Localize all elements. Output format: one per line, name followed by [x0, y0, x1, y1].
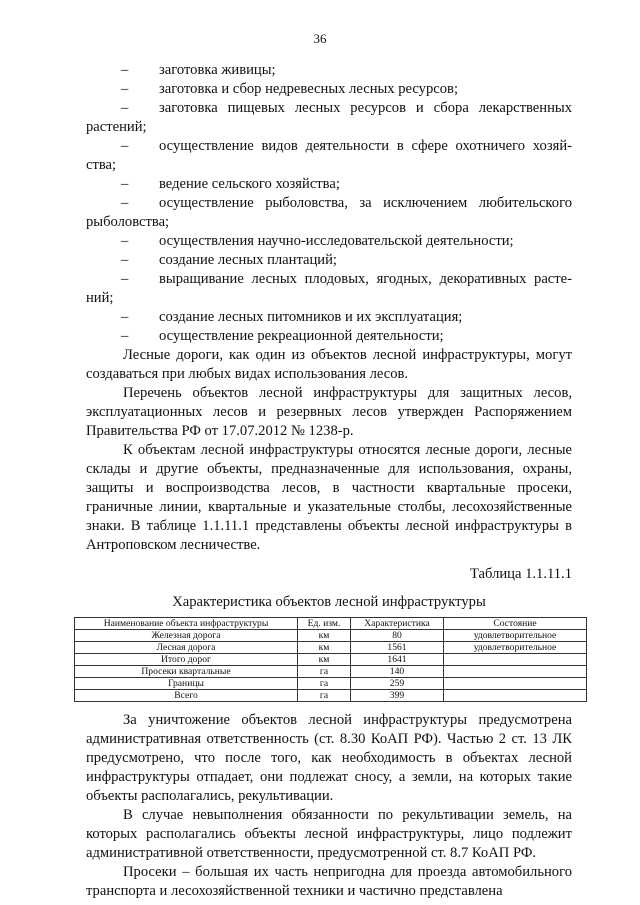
table-cell: Лесная дорога: [75, 642, 298, 654]
table-cell: удовлетворительное: [444, 642, 587, 654]
bullet-text: ведение сельского хозяйства;: [159, 176, 340, 192]
paragraphs-after-table: [86, 711, 572, 901]
paragraph: В случае невыполнения обязанности по рекультивации земель, на которых располагались объекты лесной инфраструктуры, лицо подлежит административной ответственности, предусмотренной ст. 8.7 КоАП РФ.: [86, 807, 572, 861]
bullet-continuation: ства;: [86, 157, 117, 173]
bullet-dash: –: [121, 138, 129, 154]
bullet-item: [86, 80, 572, 99]
table-cell: [444, 666, 587, 678]
table-header-cell: Состояние: [444, 618, 587, 630]
bullet-dash: –: [121, 252, 129, 268]
table-cell: Всего: [75, 690, 298, 702]
table-cell: га: [298, 678, 351, 690]
bullet-dash: –: [121, 62, 129, 78]
bullet-list: [86, 61, 572, 346]
table-header-cell: Наименование объекта инфраструктуры: [75, 618, 298, 630]
bullet-text: заготовка пищевых лесных ресурсов и сбора лекарственных: [159, 100, 572, 116]
bullet-dash: –: [121, 176, 129, 192]
table-row: [75, 642, 587, 654]
table-cell: 399: [351, 690, 444, 702]
table-cell: га: [298, 666, 351, 678]
bullet-item: [86, 251, 572, 270]
bullet-text: заготовка и сбор недревесных лесных ресурсов;: [159, 81, 458, 97]
table-row: [75, 690, 587, 702]
bullet-dash: –: [121, 271, 129, 287]
paragraph: Лесные дороги, как один из объектов лесной инфраструктуры, могут создаваться при любых видах использования лесов.: [86, 347, 572, 382]
page-number: 36: [313, 31, 327, 46]
bullet-text: создание лесных плантаций;: [159, 252, 337, 268]
bullet-item: [86, 61, 572, 80]
table-cell: Итого дорог: [75, 654, 298, 666]
bullet-item: [86, 232, 572, 251]
paragraph: К объектам лесной инфраструктуры относятся лесные дороги, лесные склады и другие объекты, предназначенные для использования, охраны, защиты и воспроизводства лесов, в частности квартальные просеки, граничные линии, квартальные и указательные столбы, лесохозяйственные знаки. В таблице 1.1.11.1 представлены объекты лесной инфраструктуры в Антроповском лесничестве.: [86, 442, 572, 553]
page-content: [86, 61, 572, 901]
bullet-item: [86, 327, 572, 346]
table-cell: Железная дорога: [75, 630, 298, 642]
bullet-item: [86, 308, 572, 327]
table-cell: удовлетворительное: [444, 630, 587, 642]
bullet-text: создание лесных питомников и их эксплуатация;: [159, 309, 463, 325]
table-cell: [444, 678, 587, 690]
table-cell: Просеки квартальные: [75, 666, 298, 678]
table-cell: [444, 654, 587, 666]
bullet-text: осуществление рекреационной деятельности;: [159, 328, 444, 344]
paragraph: Перечень объектов лесной инфраструктуры для защитных лесов, эксплуатационных лесов и резервных лесов утвержден Распоряжением Правительства РФ от 17.07.2012 № 1238-р.: [86, 385, 572, 439]
bullet-text: осуществление рыболовства, за исключением любительского: [159, 195, 572, 211]
bullet-dash: –: [121, 100, 129, 116]
table-row: [75, 666, 587, 678]
bullet-continuation: рыболовства;: [86, 214, 170, 230]
bullet-dash: –: [121, 81, 129, 97]
table-header-cell: Ед. изм.: [298, 618, 351, 630]
table-cell: 140: [351, 666, 444, 678]
bullet-dash: –: [121, 328, 129, 344]
table-header-row: [75, 618, 587, 630]
bullet-text: выращивание лесных плодовых, ягодных, декоративных расте-: [159, 271, 572, 287]
table-row: [75, 654, 587, 666]
table-cell: км: [298, 630, 351, 642]
bullet-dash: –: [121, 233, 129, 249]
bullet-item: [86, 137, 572, 156]
bullet-dash: –: [121, 309, 129, 325]
table-cell: км: [298, 654, 351, 666]
table-row: [75, 630, 587, 642]
table-label: Таблица 1.1.11.1: [469, 566, 572, 582]
table-cell: [444, 690, 587, 702]
table-cell: Границы: [75, 678, 298, 690]
table-cell: 80: [351, 630, 444, 642]
bullet-text: заготовка живицы;: [159, 62, 276, 78]
bullet-item: [86, 175, 572, 194]
bullet-item: [86, 270, 572, 289]
table-cell: 259: [351, 678, 444, 690]
table-cell: га: [298, 690, 351, 702]
bullet-text: осуществление видов деятельности в сфере охотничего хозяй-: [159, 138, 572, 154]
bullet-continuation: растений;: [86, 119, 147, 135]
bullet-item: [86, 99, 572, 118]
bullet-dash: –: [121, 195, 129, 211]
table-row: [75, 678, 587, 690]
table-cell: 1561: [351, 642, 444, 654]
bullet-text: осуществления научно-исследовательской деятельности;: [159, 233, 514, 249]
paragraph: За уничтожение объектов лесной инфраструктуры предусмотрена административная ответственность (ст. 8.30 КоАП РФ). Частью 2 ст. 13 ЛК предусмотрено, что после того, как необходимость в объектах лесной инфраструктуры отпадает, они подлежат сносу, а земли, на которых такие объекты располагались, рекультивации.: [86, 712, 572, 804]
infrastructure-table: [74, 617, 587, 702]
table-cell: км: [298, 642, 351, 654]
bullet-item: [86, 194, 572, 213]
table-caption: Характеристика объектов лесной инфраструктуры: [172, 594, 486, 610]
paragraph: Просеки – большая их часть непригодна для проезда автомобильного транспорта и лесохозяйственной техники и частично представлена: [86, 864, 572, 899]
bullet-continuation: ний;: [86, 290, 114, 306]
table-cell: 1641: [351, 654, 444, 666]
paragraphs-before-table: [86, 346, 572, 555]
table-header-cell: Характеристика: [351, 618, 444, 630]
